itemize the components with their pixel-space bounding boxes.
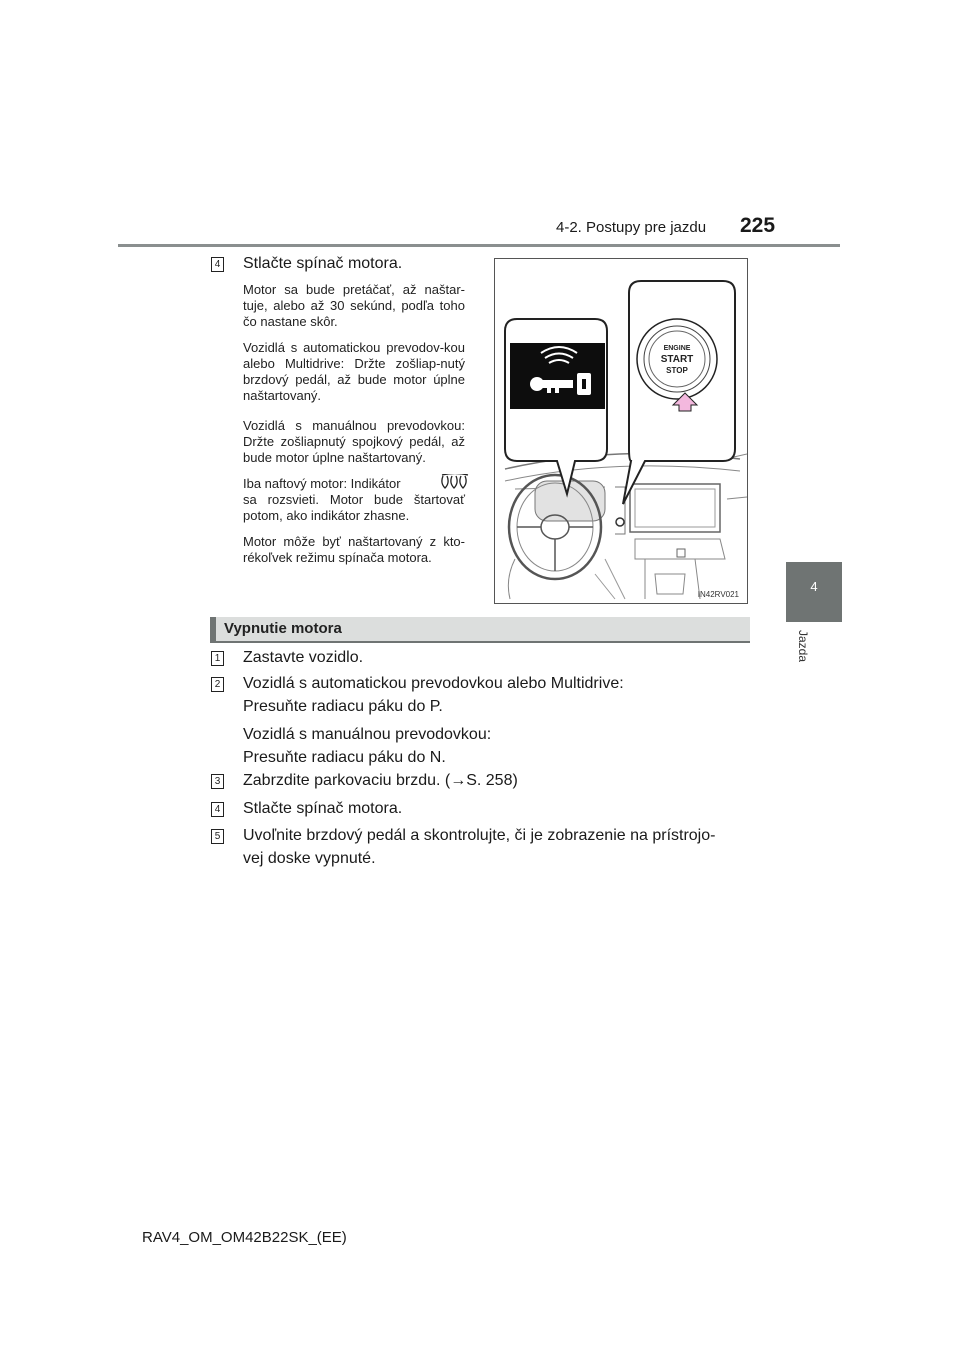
step-marker: 4 [211,257,224,272]
section-accent [210,617,216,641]
step-text: Stlačte spínač motora. [243,800,403,817]
button-label-start: START [660,354,694,365]
note-paragraph: Iba naftový motor: Indikátor [243,476,401,491]
section-header [210,617,750,641]
step-title: Stlačte spínač motora. [243,255,403,272]
document-code: RAV4_OM_OM42B22SK_(EE) [142,1229,347,1246]
section-rule [210,641,750,643]
figure-code: IN42RV021 [697,590,739,599]
dashboard-drawing [495,259,748,604]
note-paragraph: Motor sa bude pretáčať, až naštar-tuje, alebo až 30 sekúnd, podľa toho čo nastane skôr. [243,282,465,329]
step-text: Vozidlá s automatickou prevodovkou alebo Multidrive: [243,675,624,692]
step-text-line2: Presuňte radiacu páku do N. [243,749,446,766]
step-marker: 5 [211,829,224,844]
button-label-stop: STOP [666,366,688,375]
button-label-engine: ENGINE [663,345,691,352]
step-text: Vozidlá s manuálnou prevodovkou: [243,726,492,743]
step-marker: 3 [211,774,224,789]
note-paragraph: Vozidlá s automatickou prevodov-kou alebo Multidrive: Držte zošliap-nutý brzdový pedál, až bude motor úplne naštartovaný. [243,340,465,403]
running-header-section: 4-2. Postupy pre jazdu [556,219,707,236]
page-number: 225 [740,214,776,237]
step-text: Uvoľnite brzdový pedál a skontrolujte, či je zobrazenie na prístrojo- [243,827,716,844]
step-text-line2: vej doske vypnuté. [243,850,376,867]
header-rule [118,244,840,247]
step-text-line2: Presuňte radiacu páku do P. [243,698,443,715]
chapter-tab: 4 [786,562,842,622]
chapter-label: Jazda [796,630,810,663]
section-title: Vypnutie motora [224,620,342,637]
note-paragraph: sa rozsvieti. Motor bude štartovať potom, ako indikátor zhasne. [243,492,465,523]
glow-plug-icon [440,474,470,490]
note-paragraph: Vozidlá s manuálnou prevodovkou: Držte zošliapnutý spojkový pedál, až bude motor úplne naštartovaný. [243,418,465,465]
step-marker: 2 [211,677,224,692]
dashboard-illustration [494,258,748,604]
step-text: Zastavte vozidlo. [243,649,364,666]
note-paragraph: Motor môže byť naštartovaný z kto-rékoľvek režimu spínača motora. [243,534,465,565]
step-marker: 1 [211,651,224,666]
step-marker: 4 [211,802,224,817]
step-text: Zabrzdite parkovaciu brzdu. (→S. 258) [243,772,518,789]
